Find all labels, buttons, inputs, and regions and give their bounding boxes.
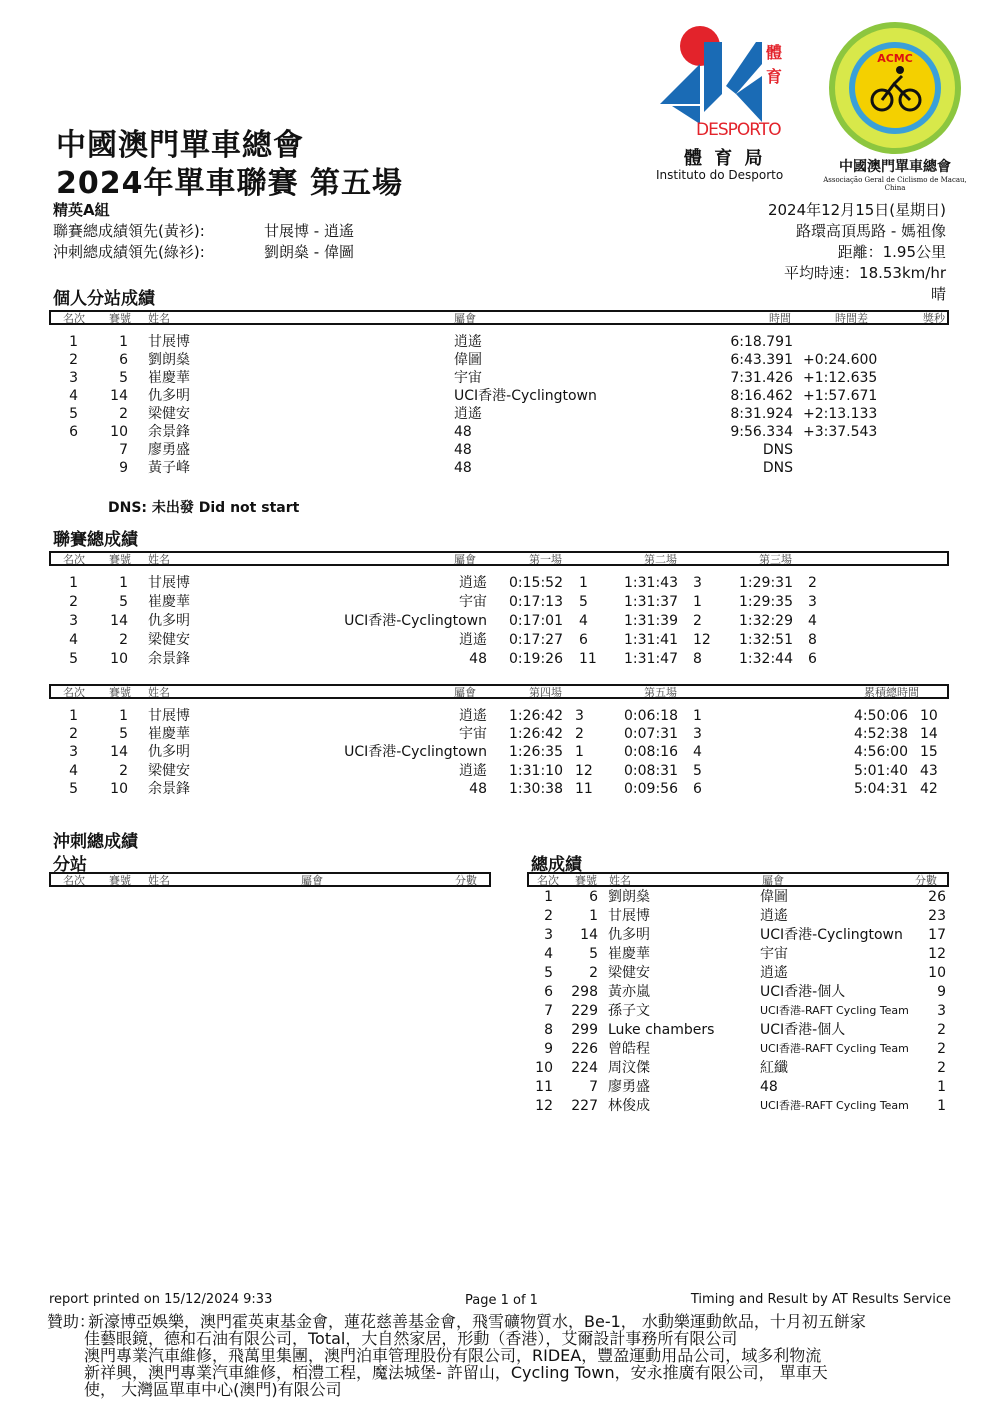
stage3-pos: 4 (808, 613, 817, 629)
col-name: 姓名 (609, 874, 631, 887)
col-stage4: 第四場 (529, 686, 562, 699)
bib-cell: 6 (589, 889, 598, 905)
rank-cell: 11 (535, 1079, 553, 1095)
name-cell: 黃子峰 (148, 460, 190, 476)
club-cell: 逍遙 (760, 965, 788, 981)
col-gap: 時間差 (835, 312, 868, 325)
points-cell: 23 (928, 908, 946, 924)
stage5-time: 0:06:18 (624, 708, 678, 724)
acmc-pt: Associação Geral de Ciclismo de Macau, China (823, 176, 967, 192)
gap-cell: +1:57.671 (803, 388, 878, 404)
league-section-title: 聯賽總成績 (53, 530, 138, 550)
bib-cell: 9 (119, 460, 128, 476)
name-cell: 甘展博 (148, 334, 190, 350)
bib-cell: 14 (110, 744, 128, 761)
name-cell: 甘展博 (148, 575, 190, 591)
name-cell: 崔慶華 (148, 370, 190, 386)
rank-cell: 5 (69, 780, 78, 797)
col-club: 屬會 (454, 686, 476, 699)
col-bib: 賽號 (575, 874, 597, 887)
col-bib: 賽號 (109, 553, 131, 566)
stage3-pos: 2 (808, 575, 817, 591)
time-cell: 8:31.924 (730, 406, 793, 422)
stage1-time: 0:17:27 (509, 632, 563, 648)
acmc-emblem-icon (820, 18, 970, 158)
acmc-logo (820, 18, 970, 193)
name-cell: 廖勇盛 (608, 1079, 650, 1095)
rank-cell: 1 (69, 334, 78, 350)
stage4-pos: 12 (575, 762, 593, 779)
stage4-pos: 11 (575, 780, 593, 797)
event-date: 2024年12月15日(星期日) (767, 201, 946, 219)
stage1-pos: 5 (579, 594, 588, 610)
col-name: 姓名 (148, 874, 170, 887)
club-cell: 偉圖 (760, 889, 788, 905)
stage4-pos: 3 (575, 708, 584, 724)
points-cell: 2 (937, 1060, 946, 1076)
leader-yellow-value: 甘展博 - 逍遙 (264, 222, 354, 240)
name-cell: Luke chambers (608, 1022, 715, 1038)
dns-note: DNS: 未出發 Did not start (108, 500, 300, 516)
club-cell: 宇宙 (760, 946, 788, 962)
sponsors-line-3: 澳門專業汽車維修，飛萬里集團，澳門泊車管理股份有限公司，RIDEA，豐盈運動用品公司，域多利物流 (84, 1346, 822, 1365)
stage2-pos: 3 (693, 575, 702, 591)
col-name: 姓名 (148, 686, 170, 699)
club-cell: UCI香港-Cyclingtown (760, 927, 903, 943)
total-points: 42 (920, 780, 938, 797)
col-bib: 賽號 (109, 686, 131, 699)
leader-green-value: 劉朗燊 - 偉圖 (264, 243, 354, 261)
stage1-pos: 11 (579, 651, 597, 667)
name-cell: 崔慶華 (148, 594, 190, 610)
points-cell: 17 (928, 927, 946, 943)
stage5-time: 0:09:56 (624, 780, 678, 797)
gap-cell: +3:37.543 (803, 424, 878, 440)
club-cell: UCI香港-個人 (760, 1022, 846, 1038)
name-cell: 曾皓程 (608, 1041, 650, 1057)
rank-cell: 1 (69, 708, 78, 724)
acmc-abbr: ACMC (877, 52, 913, 65)
total-points: 10 (920, 708, 938, 724)
total-time: 4:56:00 (854, 744, 908, 761)
name-cell: 崔慶華 (148, 726, 190, 743)
leader-green-label: 沖刺總成績領先(綠衫): (53, 243, 205, 261)
stage5-pos: 6 (693, 780, 702, 797)
club-cell: 偉圖 (454, 352, 482, 368)
rank-cell: 1 (69, 575, 78, 591)
bib-cell: 6 (119, 352, 128, 368)
event-avg-speed: 平均時速：18.53km/hr (784, 264, 946, 282)
points-cell: 2 (937, 1041, 946, 1057)
rank-cell: 7 (544, 1003, 553, 1019)
bib-cell: 1 (119, 708, 128, 724)
rank-cell: 2 (69, 352, 78, 368)
bib-cell: 2 (119, 762, 128, 779)
stage2-time: 1:31:41 (624, 632, 678, 648)
stage2-time: 1:31:47 (624, 651, 678, 667)
points-cell: 26 (928, 889, 946, 905)
page-title: 中國澳門單車總會 (56, 128, 304, 163)
bib-cell: 2 (119, 632, 128, 648)
bib-cell: 5 (119, 726, 128, 743)
stage3-time: 1:32:51 (739, 632, 793, 648)
stage5-pos: 3 (693, 726, 702, 743)
gap-cell: +2:13.133 (803, 406, 878, 422)
stage1-time: 0:19:26 (509, 651, 563, 667)
bib-cell: 1 (119, 575, 128, 591)
total-time: 4:52:38 (854, 726, 908, 743)
desporto-pt: Instituto do Desporto (656, 168, 784, 182)
club-cell: 宇宙 (454, 370, 482, 386)
club-cell: 逍遙 (459, 632, 487, 648)
bib-cell: 7 (589, 1079, 598, 1095)
club-cell: 紅纖 (760, 1060, 788, 1076)
stage5-pos: 4 (693, 744, 702, 761)
bib-cell: 229 (571, 1003, 598, 1019)
name-cell: 余景鋒 (148, 424, 190, 440)
col-rank: 名次 (63, 312, 85, 325)
stage5-time: 0:07:31 (624, 726, 678, 743)
event-route: 路環高頂馬路 - 媽祖像 (796, 222, 946, 240)
name-cell: 仇多明 (148, 388, 190, 404)
club-cell: 宇宙 (459, 594, 487, 610)
event-title: 2024年單車聯賽 第五場 (56, 166, 403, 201)
name-cell: 林俊成 (608, 1098, 650, 1114)
rank-cell: 3 (69, 370, 78, 386)
bib-cell: 10 (110, 424, 128, 440)
col-club: 屬會 (762, 874, 784, 887)
stage3-time: 1:32:29 (739, 613, 793, 629)
sprint-stage-title: 分站 (53, 855, 87, 875)
points-cell: 1 (937, 1079, 946, 1095)
sponsors-line-2: 佳藝眼鏡，德和石油有限公司，Total，大自然家居，形動（香港），艾爾設計事務所有限公司 (84, 1329, 738, 1348)
league-table-header-1 (49, 551, 949, 566)
bib-cell: 5 (119, 594, 128, 610)
leader-yellow-label: 聯賽總成績領先(黃衫): (53, 222, 205, 240)
stage3-pos: 6 (808, 651, 817, 667)
event-weather: 晴 (930, 285, 946, 303)
timing-credit: Timing and Result by AT Results Service (690, 1292, 951, 1307)
rank-cell: 4 (69, 632, 78, 648)
name-cell: 余景鋒 (148, 780, 190, 797)
rank-cell: 6 (69, 424, 78, 440)
name-cell: 劉朗燊 (608, 889, 650, 905)
rank-cell: 8 (544, 1022, 553, 1038)
event-distance: 距離：1.95公里 (837, 243, 946, 261)
col-stage2: 第二場 (644, 553, 677, 566)
gap-cell: +1:12.635 (803, 370, 878, 386)
total-time: 4:50:06 (854, 708, 908, 724)
rank-cell: 10 (535, 1060, 553, 1076)
col-rank: 名次 (537, 874, 559, 887)
bib-cell: 298 (571, 984, 598, 1000)
name-cell: 孫子文 (608, 1003, 650, 1019)
stage4-time: 1:26:42 (509, 726, 563, 743)
time-cell: 8:16.462 (730, 388, 793, 404)
sponsors-line-4: 新祥興，澳門專業汽車維修，栢澧工程，魔法城堡- 許留山，Cycling Town，安永推廣有限公司， 單車天 (84, 1363, 828, 1382)
club-cell: 逍遙 (760, 908, 788, 924)
stage3-time: 1:29:35 (739, 594, 793, 610)
total-points: 43 (920, 762, 938, 779)
col-stage3: 第三場 (759, 553, 792, 566)
club-cell: UCI香港-Cyclingtown (454, 388, 597, 404)
name-cell: 梁健安 (148, 632, 190, 648)
club-cell: 48 (454, 442, 472, 458)
bib-cell: 1 (589, 908, 598, 924)
sprint-overall-title: 總成績 (531, 855, 582, 875)
col-bib: 賽號 (109, 312, 131, 325)
total-points: 14 (920, 726, 938, 743)
name-cell: 仇多明 (608, 927, 650, 943)
stage-section-title: 個人分站成績 (53, 289, 155, 309)
rank-cell: 4 (69, 388, 78, 404)
rank-cell: 3 (69, 744, 78, 761)
stage5-pos: 5 (693, 762, 702, 779)
col-rank: 名次 (63, 553, 85, 566)
sponsors-line-1: 新濠博亞娛樂，澳門霍英東基金會，蓮花慈善基金會，飛雪礦物質水，Be-1， 水動樂運動飲品，十月初五餅家 (88, 1312, 866, 1331)
stage4-time: 1:30:38 (509, 780, 563, 797)
col-rank: 名次 (63, 874, 85, 887)
page-number: Page 1 of 1 (465, 1293, 538, 1308)
rank-cell: 4 (544, 946, 553, 962)
club-cell: 48 (469, 651, 487, 667)
bib-cell: 5 (589, 946, 598, 962)
stage1-time: 0:17:13 (509, 594, 563, 610)
stage-table-header (49, 310, 949, 325)
points-cell: 1 (937, 1098, 946, 1114)
rank-cell: 5 (544, 965, 553, 981)
club-cell: 逍遙 (459, 575, 487, 591)
name-cell: 余景鋒 (148, 651, 190, 667)
acmc-cn: 中國澳門單車總會 (839, 159, 951, 175)
stage2-time: 1:31:43 (624, 575, 678, 591)
bib-cell: 14 (580, 927, 598, 943)
col-club: 屬會 (454, 553, 476, 566)
stage1-pos: 4 (579, 613, 588, 629)
col-rank: 名次 (63, 686, 85, 699)
name-cell: 仇多明 (148, 744, 190, 761)
total-points: 15 (920, 744, 938, 761)
bib-cell: 227 (571, 1098, 598, 1114)
stage1-time: 0:17:01 (509, 613, 563, 629)
stage2-time: 1:31:39 (624, 613, 678, 629)
stage4-time: 1:26:42 (509, 708, 563, 724)
desporto-cn: 體 育 局 (684, 148, 766, 169)
stage4-pos: 2 (575, 726, 584, 743)
time-cell: 7:31.426 (730, 370, 793, 386)
rank-cell: 9 (544, 1041, 553, 1057)
name-cell: 梁健安 (148, 406, 190, 422)
total-time: 5:01:40 (854, 762, 908, 779)
bib-cell: 14 (110, 388, 128, 404)
club-cell: UCI香港-RAFT Cycling Team (760, 1004, 909, 1017)
rank-cell: 2 (544, 908, 553, 924)
rank-cell: 6 (544, 984, 553, 1000)
time-cell: 6:43.391 (730, 352, 793, 368)
bib-cell: 2 (119, 406, 128, 422)
bib-cell: 2 (589, 965, 598, 981)
desporto-char-1: 體 (766, 43, 783, 62)
rank-cell: 5 (69, 406, 78, 422)
desporto-logo (652, 24, 792, 189)
bib-cell: 5 (119, 370, 128, 386)
bib-cell: 299 (571, 1022, 598, 1038)
rank-cell: 3 (69, 613, 78, 629)
stage1-pos: 1 (579, 575, 588, 591)
sponsors-label: 贊助： (47, 1312, 96, 1331)
rank-cell: 2 (69, 726, 78, 743)
desporto-char-2: 育 (766, 67, 783, 86)
col-bib: 賽號 (109, 874, 131, 887)
stage4-time: 1:31:10 (509, 762, 563, 779)
stage3-time: 1:29:31 (739, 575, 793, 591)
rank-cell: 3 (544, 927, 553, 943)
stage1-pos: 6 (579, 632, 588, 648)
points-cell: 3 (937, 1003, 946, 1019)
stage3-pos: 3 (808, 594, 817, 610)
name-cell: 廖勇盛 (148, 442, 190, 458)
sprint-section-title: 沖刺總成績 (53, 832, 138, 852)
col-points: 分數 (915, 874, 937, 887)
points-cell: 10 (928, 965, 946, 981)
club-cell: UCI香港-Cyclingtown (344, 744, 487, 761)
name-cell: 甘展博 (148, 708, 190, 724)
club-cell: 逍遙 (454, 406, 482, 422)
total-time: 5:04:31 (854, 780, 908, 797)
col-points: 分數 (455, 874, 477, 887)
rank-cell: 2 (69, 594, 78, 610)
col-name: 姓名 (148, 312, 170, 325)
bib-cell: 14 (110, 613, 128, 629)
col-total-time: 累積總時間 (864, 686, 919, 699)
stage2-time: 1:31:37 (624, 594, 678, 610)
name-cell: 劉朗燊 (148, 352, 190, 368)
club-cell: 逍遙 (459, 762, 487, 779)
league-table-header-2 (49, 684, 949, 699)
name-cell: 甘展博 (608, 908, 650, 924)
col-name: 姓名 (148, 553, 170, 566)
stage5-pos: 1 (693, 708, 702, 724)
col-stage5: 第五場 (644, 686, 677, 699)
name-cell: 崔慶華 (608, 946, 650, 962)
club-cell: UCI香港-RAFT Cycling Team (760, 1099, 909, 1112)
club-cell: UCI香港-Cyclingtown (344, 613, 487, 629)
col-club: 屬會 (454, 312, 476, 325)
time-cell: 9:56.334 (730, 424, 793, 440)
club-cell: 逍遙 (459, 708, 487, 724)
rank-cell: 5 (69, 651, 78, 667)
col-time: 時間 (769, 312, 791, 325)
desporto-word: DESPORTO (696, 120, 781, 140)
rank-cell: 12 (535, 1098, 553, 1114)
bib-cell: 10 (110, 780, 128, 797)
points-cell: 9 (937, 984, 946, 1000)
club-cell: 48 (760, 1079, 778, 1095)
name-cell: 梁健安 (608, 965, 650, 981)
bib-cell: 226 (571, 1041, 598, 1057)
stage4-time: 1:26:35 (509, 744, 563, 761)
points-cell: 2 (937, 1022, 946, 1038)
col-stage1: 第一場 (529, 553, 562, 566)
stage2-pos: 8 (693, 651, 702, 667)
time-cell: DNS (762, 442, 793, 458)
time-cell: 6:18.791 (730, 334, 793, 350)
bib-cell: 224 (571, 1060, 598, 1076)
name-cell: 周汶傑 (608, 1060, 650, 1076)
stage5-time: 0:08:31 (624, 762, 678, 779)
points-cell: 12 (928, 946, 946, 962)
rank-cell: 4 (69, 762, 78, 779)
sponsors-line-5: 使， 大灣區單車中心(澳門)有限公司 (84, 1380, 342, 1399)
stage4-pos: 1 (575, 744, 584, 761)
group-label: 精英A組 (53, 201, 110, 219)
sprint-overall-header (527, 872, 949, 887)
club-cell: 48 (469, 780, 487, 797)
bib-cell: 1 (119, 334, 128, 350)
stage3-time: 1:32:44 (739, 651, 793, 667)
club-cell: 48 (454, 460, 472, 476)
name-cell: 黃亦嵐 (608, 984, 650, 1000)
time-cell: DNS (762, 460, 793, 476)
stage1-time: 0:15:52 (509, 575, 563, 591)
sprint-stage-header (49, 872, 491, 887)
report-printed: report printed on 15/12/2024 9:33 (49, 1292, 273, 1307)
stage2-pos: 2 (693, 613, 702, 629)
col-club: 屬會 (301, 874, 323, 887)
stage5-time: 0:08:16 (624, 744, 678, 761)
name-cell: 梁健安 (148, 762, 190, 779)
bib-cell: 7 (119, 442, 128, 458)
bib-cell: 10 (110, 651, 128, 667)
club-cell: UCI香港-個人 (760, 984, 846, 1000)
stage2-pos: 1 (693, 594, 702, 610)
col-bonus: 獎秒 (923, 312, 945, 325)
gap-cell: +0:24.600 (803, 352, 878, 368)
club-cell: 48 (454, 424, 472, 440)
club-cell: 逍遙 (454, 334, 482, 350)
name-cell: 仇多明 (148, 613, 190, 629)
club-cell: UCI香港-RAFT Cycling Team (760, 1042, 909, 1055)
stage3-pos: 8 (808, 632, 817, 648)
stage2-pos: 12 (693, 632, 711, 648)
rank-cell: 1 (544, 889, 553, 905)
club-cell: 宇宙 (459, 726, 487, 743)
